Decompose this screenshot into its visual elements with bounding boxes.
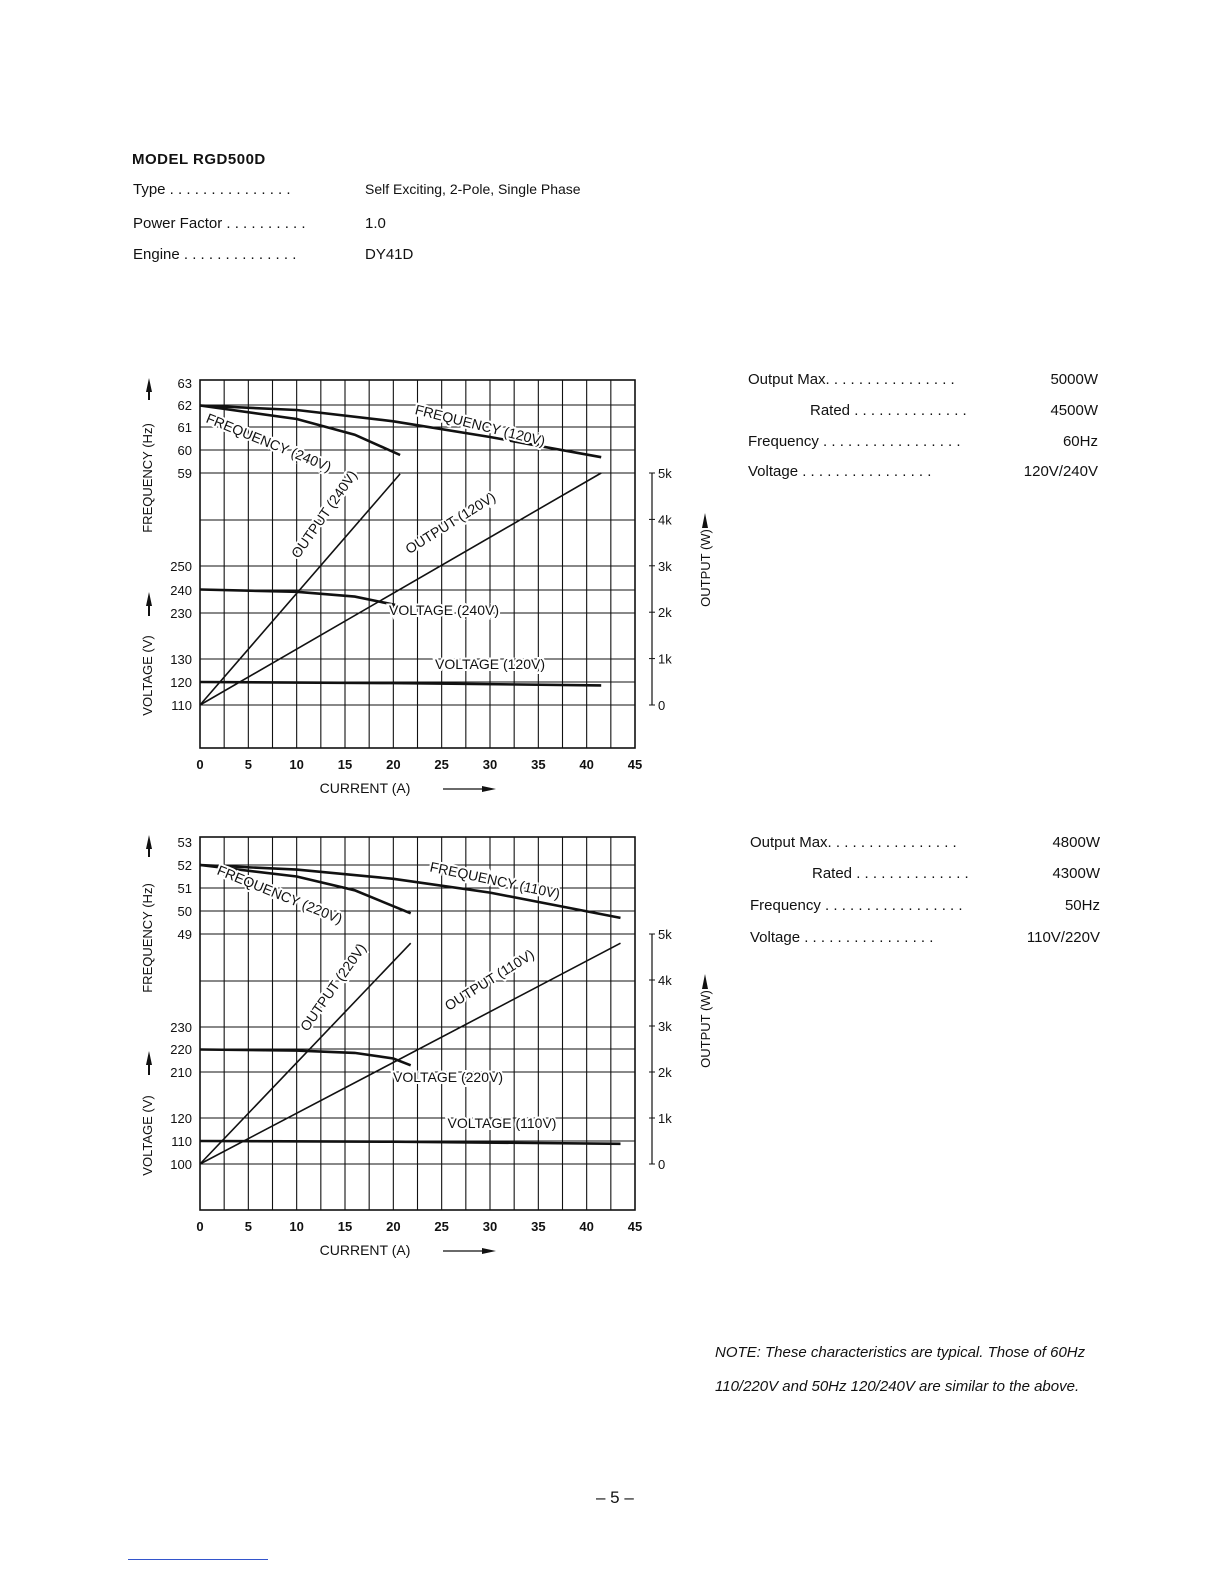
spec-label: Output Max. . . . . . . . . . . . . . . . <box>750 834 957 851</box>
x-tick-label: 10 <box>289 757 304 772</box>
page-number: – 5 – <box>596 1488 634 1507</box>
freq-axis-label: FREQUENCY (Hz) <box>140 883 155 993</box>
volt-tick-label: 210 <box>170 1065 192 1080</box>
spec-value: 120V/240V <box>1023 463 1098 480</box>
volt-axis-label: VOLTAGE (V) <box>140 635 155 716</box>
chart-50hz <box>130 822 730 1272</box>
volt-tick-label: 220 <box>170 1042 192 1057</box>
freq-tick-label: 60 <box>177 443 192 458</box>
output-tick-label: 1k <box>658 651 672 667</box>
freq-tick-label: 51 <box>177 881 192 896</box>
spec-label: Rated . . . . . . . . . . . . . . <box>812 865 969 882</box>
footnote-divider <box>128 1559 268 1560</box>
output-axis-label: OUTPUT (W) <box>698 990 713 1068</box>
spec-type <box>133 181 581 198</box>
x-axis-arrowhead <box>482 1248 496 1254</box>
x-tick-label: 35 <box>531 1219 546 1234</box>
x-tick-label: 40 <box>579 1219 594 1234</box>
spec-value: 4800W <box>1052 834 1100 851</box>
series-line <box>200 943 621 1164</box>
x-tick-label: 15 <box>337 1219 353 1234</box>
freq-tick-label: 61 <box>177 420 192 435</box>
output-tick-label: 5k <box>658 927 672 942</box>
spec-output-max <box>748 371 1098 391</box>
x-axis-label: CURRENT (A) <box>319 780 411 796</box>
x-tick-label: 5 <box>244 757 252 772</box>
spec-engine <box>133 246 413 263</box>
spec-value: 110V/220V <box>1026 929 1100 946</box>
spec-value: 1.0 <box>365 215 386 232</box>
output-axis-label: OUTPUT (W) <box>698 529 713 607</box>
freq-tick-label: 49 <box>177 927 192 942</box>
output-tick-label: 1k <box>658 1111 672 1126</box>
output-tick-label: 4k <box>658 512 672 528</box>
series-line <box>200 1050 411 1066</box>
volt-tick-label: 230 <box>170 1020 192 1035</box>
output-axis-arrowhead <box>702 974 708 989</box>
spec-label: Frequency . . . . . . . . . . . . . . . . . <box>750 897 963 914</box>
volt-tick-label: 130 <box>170 652 192 667</box>
series-label: OUTPUT (120V) <box>402 488 499 557</box>
spec-value: DY41D <box>365 246 414 263</box>
x-axis-label: CURRENT (A) <box>319 1242 411 1258</box>
spec-label: Voltage . . . . . . . . . . . . . . . . <box>750 929 934 946</box>
model-title: MODEL RGD500D <box>132 151 266 168</box>
spec-rated <box>750 865 1100 885</box>
freq-tick-label: 63 <box>177 376 192 391</box>
spec-label: Power Factor . . . . . . . . . . <box>133 215 306 232</box>
series-line <box>200 943 411 1164</box>
freq-axis-label: FREQUENCY (Hz) <box>140 423 155 533</box>
spec-output-max <box>750 834 1100 854</box>
x-axis-arrowhead <box>482 786 496 792</box>
x-tick-label: 45 <box>627 757 643 772</box>
series-label: OUTPUT (110V) <box>441 945 537 1014</box>
x-tick-label: 15 <box>337 757 353 772</box>
output-tick-label: 4k <box>658 973 672 988</box>
x-tick-label: 25 <box>434 1219 449 1234</box>
output-tick-label: 0 <box>658 698 666 713</box>
output-tick-label: 5k <box>658 466 672 481</box>
x-tick-label: 35 <box>531 757 546 772</box>
series-label: VOLTAGE (110V) <box>447 1115 557 1131</box>
spec-label: Type . . . . . . . . . . . . . . . <box>133 181 291 198</box>
spec-label: Rated . . . . . . . . . . . . . . <box>810 402 967 419</box>
volt-tick-label: 120 <box>170 675 192 690</box>
spec-label: Frequency . . . . . . . . . . . . . . . . . <box>748 433 961 450</box>
volt-tick-label: 100 <box>170 1157 192 1172</box>
freq-tick-label: 53 <box>177 835 192 850</box>
volt-tick-label: 110 <box>171 698 192 713</box>
x-tick-label: 10 <box>289 1219 304 1234</box>
spec-rated <box>748 402 1098 422</box>
freq-tick-label: 62 <box>177 398 192 413</box>
x-tick-label: 25 <box>434 757 449 772</box>
volt-tick-label: 250 <box>170 559 192 574</box>
volt-tick-label: 240 <box>170 583 192 598</box>
output-tick-label: 2k <box>658 1065 672 1080</box>
note-text: NOTE: These characteristics are typical. Those of 60Hz 110/220V and 50Hz 120/240V are similar to the above. <box>715 1344 1086 1395</box>
x-tick-label: 30 <box>482 1219 498 1234</box>
x-tick-label: 20 <box>386 1219 401 1234</box>
output-tick-label: 3k <box>658 1019 672 1034</box>
spec-frequency <box>748 433 1098 453</box>
x-tick-label: 20 <box>386 757 401 772</box>
output-tick-label: 3k <box>658 558 672 574</box>
series-label: OUTPUT (240V) <box>287 467 361 561</box>
series-label: VOLTAGE (240V) <box>389 602 499 618</box>
x-tick-label: 30 <box>482 757 498 772</box>
series-label: FREQUENCY (110V) <box>428 858 562 902</box>
spec-value: Self Exciting, 2-Pole, Single Phase <box>365 181 581 197</box>
series-line <box>200 590 400 606</box>
spec-value: 4300W <box>1052 865 1100 882</box>
x-tick-label: 40 <box>579 757 594 772</box>
volt-tick-label: 110 <box>171 1134 192 1149</box>
spec-label: Engine . . . . . . . . . . . . . . <box>133 246 297 263</box>
spec-value: 60Hz <box>1062 433 1098 450</box>
volt-axis-label: VOLTAGE (V) <box>140 1095 155 1176</box>
series-label: VOLTAGE (220V) <box>393 1069 503 1085</box>
output-axis-arrowhead <box>702 513 708 528</box>
series-label: OUTPUT (220V) <box>296 940 370 1034</box>
x-tick-label: 5 <box>244 1219 252 1234</box>
output-tick-label: 2k <box>658 605 672 621</box>
freq-tick-label: 50 <box>177 904 192 919</box>
spec-voltage <box>750 929 1100 949</box>
spec-frequency <box>750 897 1100 917</box>
series-label: VOLTAGE (120V) <box>435 656 545 672</box>
freq-tick-label: 59 <box>177 466 192 481</box>
volt-tick-label: 230 <box>170 606 192 621</box>
series-label: FREQUENCY (240V) <box>203 409 334 475</box>
spec-label: Output Max. . . . . . . . . . . . . . . . <box>748 371 955 388</box>
spec-voltage <box>748 463 1098 483</box>
output-tick-label: 0 <box>658 1157 666 1172</box>
x-tick-label: 45 <box>627 1219 643 1234</box>
series-label: FREQUENCY (120V) <box>413 401 547 450</box>
series-label: FREQUENCY (220V) <box>214 861 345 927</box>
volt-tick-label: 120 <box>170 1111 192 1126</box>
spec-value: 5000W <box>1050 371 1098 388</box>
chart-60hz <box>130 360 730 810</box>
x-tick-label: 0 <box>196 757 204 772</box>
freq-tick-label: 52 <box>177 858 192 873</box>
x-tick-label: 0 <box>196 1219 204 1234</box>
spec-value: 50Hz <box>1064 897 1100 914</box>
spec-value: 4500W <box>1050 402 1098 419</box>
spec-power-factor <box>133 215 386 232</box>
spec-label: Voltage . . . . . . . . . . . . . . . . <box>748 463 932 480</box>
